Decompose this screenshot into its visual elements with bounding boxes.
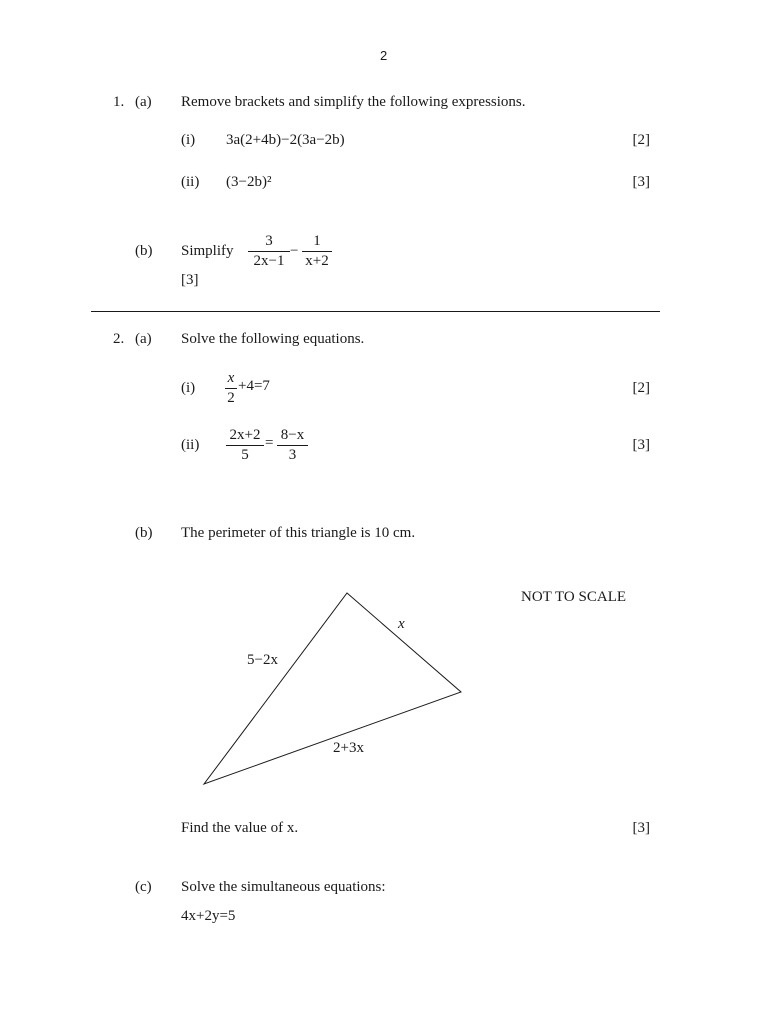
q2b-label: (b) [135, 525, 153, 541]
q1b-operator: − [290, 243, 299, 259]
triangle-side-bottom-label: 2+3x [333, 740, 364, 756]
q2b-marks: [3] [632, 820, 650, 836]
q1b-instruction: Simplify [181, 243, 234, 259]
q1b-marks: [3] [181, 272, 199, 288]
q2ai-marks: [2] [632, 380, 650, 396]
not-to-scale-note: NOT TO SCALE [521, 589, 627, 605]
q2b-text: The perimeter of this triangle is 10 cm. [181, 525, 416, 541]
q2ai-rest: +4=7 [238, 378, 270, 394]
q1a-label: (a) [135, 94, 152, 110]
q2c-label: (c) [135, 879, 152, 895]
q2ai-label: (i) [181, 380, 196, 396]
triangle-side-right-label: x [398, 616, 405, 632]
q1b-fraction-1-numerator: 3 [265, 233, 273, 249]
q1ai-marks: [2] [632, 132, 650, 148]
question-2-number: 2. [113, 331, 125, 347]
q1aii-expression: (3−2b)² [226, 174, 272, 190]
q2aii-right-numerator: 8−x [280, 427, 305, 443]
q2a-instruction: Solve the following equations. [181, 331, 365, 347]
q2aii-right-denominator: 3 [288, 447, 297, 463]
q2b-find: Find the value of x. [181, 820, 299, 836]
q2aii-left-numerator: 2x+2 [229, 427, 261, 443]
q2c-equation-1: 4x+2y=5 [181, 908, 236, 924]
q1a-instruction: Remove brackets and simplify the following expressions. [181, 94, 526, 110]
q2ai-numerator: x [227, 370, 235, 386]
q2ai-denominator: 2 [227, 390, 235, 406]
question-1-number: 1. [113, 94, 125, 110]
q1b-fraction-2-numerator: 1 [313, 233, 321, 249]
q1ai-expression: 3a(2+4b)−2(3a−2b) [226, 132, 345, 148]
q2aii-equals: = [265, 435, 274, 451]
q2c-instruction: Solve the simultaneous equations: [181, 879, 386, 895]
triangle-side-left-label: 5−2x [247, 652, 278, 668]
q2aii-left-denominator: 5 [241, 447, 249, 463]
q1b-label: (b) [135, 243, 153, 259]
q1b-fraction-1-denominator: 2x−1 [253, 253, 285, 269]
page-number: 2 [380, 48, 388, 63]
q2aii-marks: [3] [632, 437, 650, 453]
q2a-label: (a) [135, 331, 152, 347]
q1b-fraction-2-denominator: x+2 [305, 253, 329, 269]
q2aii-label: (ii) [181, 437, 200, 453]
q1aii-marks: [3] [632, 174, 650, 190]
q1aii-label: (ii) [181, 174, 200, 190]
q1ai-label: (i) [181, 132, 196, 148]
